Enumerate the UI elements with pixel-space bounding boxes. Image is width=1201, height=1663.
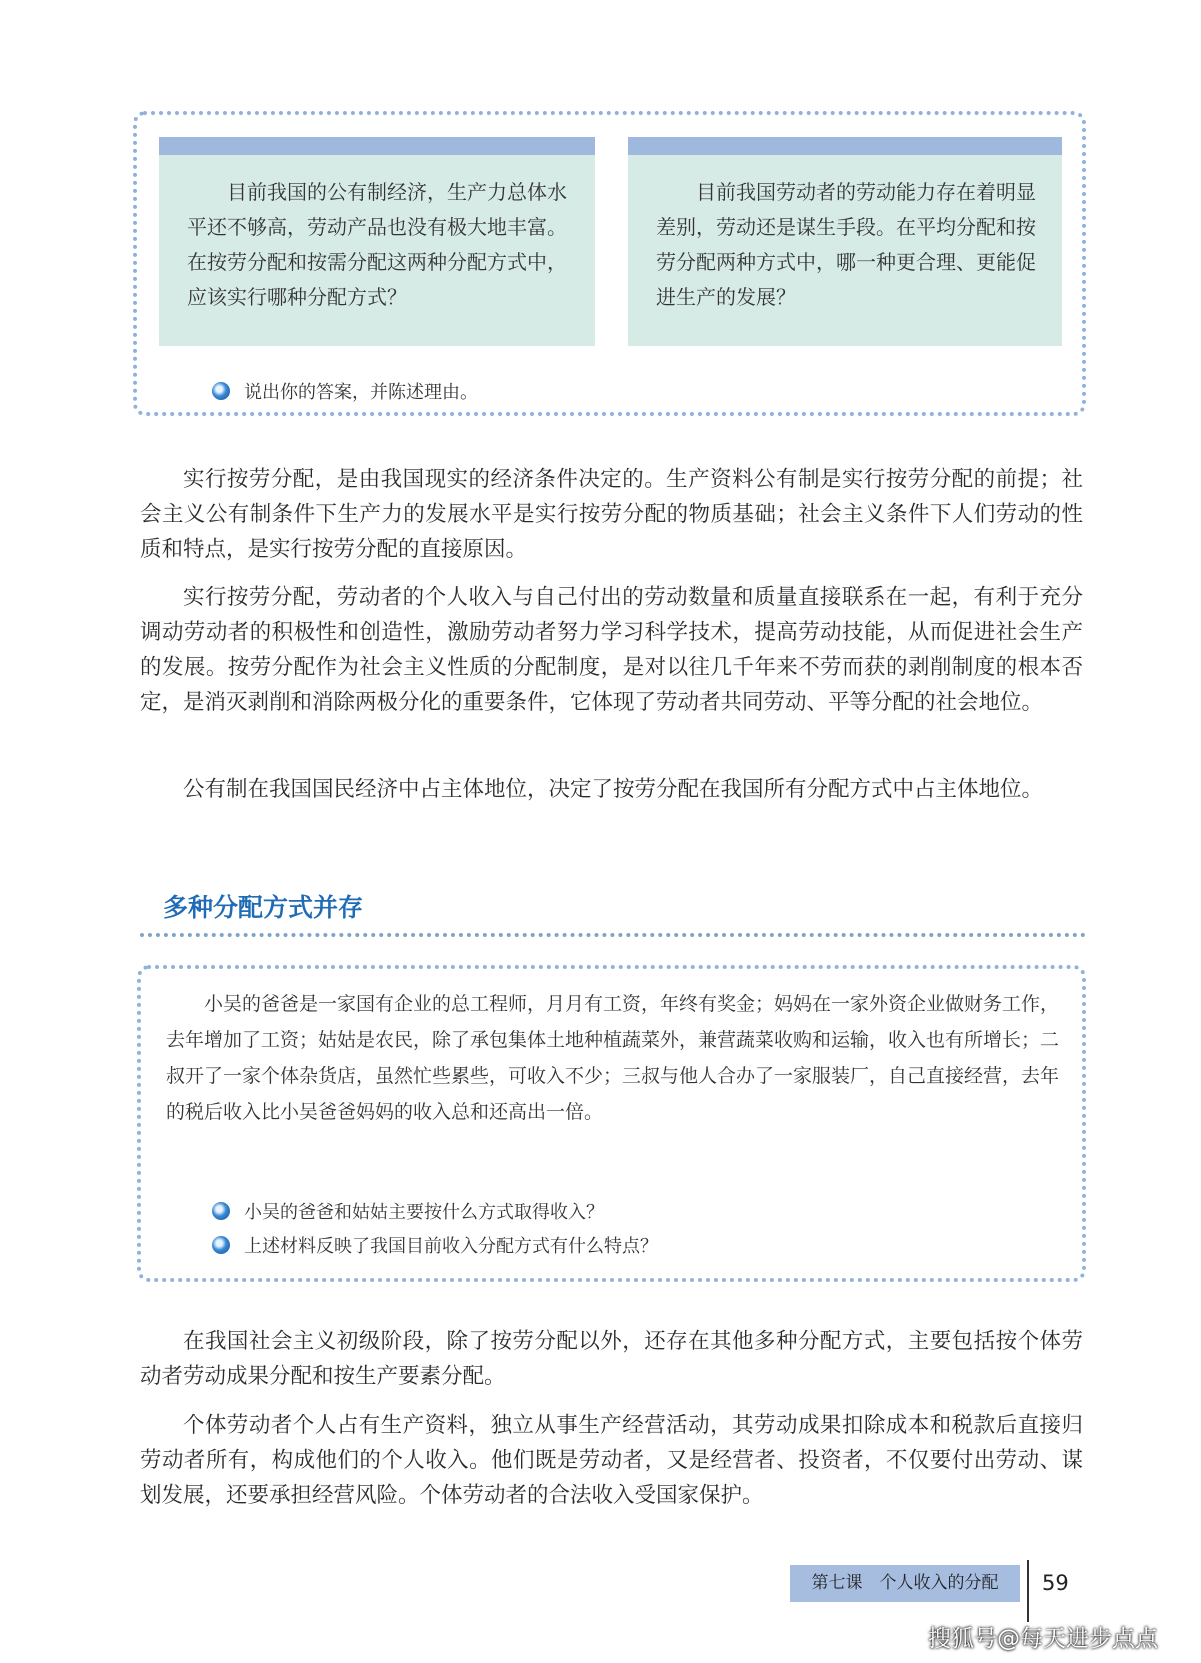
card-header-bar [628, 137, 1062, 155]
body-paragraph: 实行按劳分配，是由我国现实的经济条件决定的。生产资料公有制是实行按劳分配的前提；社会主义公有制条件下生产力的发展水平是实行按劳分配的物质基础；社会主义条件下人们劳动的性质和特点，是实行按劳分配的直接原因。 [140, 467, 1083, 562]
section-divider [140, 933, 1086, 937]
body-paragraph: 在我国社会主义初级阶段，除了按劳分配以外，还存在其他多种分配方式，主要包括按个体劳动者劳动成果分配和按生产要素分配。 [140, 1329, 1083, 1389]
card-header-bar [159, 137, 595, 155]
body-paragraph: 实行按劳分配，劳动者的个人收入与自己付出的劳动数量和质量直接联系在一起，有利于充分调动劳动者的积极性和创造性，激励劳动者努力学习科学技术，提高劳动技能，从而促进社会生产的发展。按劳分配作为社会主义性质的分配制度，是对以往几千年来不劳而获的剥削制度的根本否定，是消灭剥削和消除两极分化的重要条件，它体现了劳动者共同劳动、平等分配的社会地位。 [140, 585, 1083, 715]
section-heading: 多种分配方式并存 [163, 893, 364, 922]
bullet-icon [212, 1202, 230, 1220]
lesson-footer-label: 第七课 个人收入的分配 [790, 1565, 1020, 1602]
discussion-card-right [628, 137, 1062, 346]
discussion-card-left [159, 137, 595, 346]
bullet-icon [212, 1236, 230, 1254]
case-question-1 [212, 1198, 604, 1224]
case-study-text: 小吴的爸爸是一家国有企业的总工程师，月月有工资，年终有奖金；妈妈在一家外资企业做财务工作，去年增加了工资；姑姑是农民，除了承包集体土地种植蔬菜外，兼营蔬菜收购和运输，收入也有所增长；二叔开了一家个体杂货店，虽然忙些累些，可收入不少；三叔与他人合办了一家服装厂，自己直接经营，去年的税后收入比小吴爸爸妈妈的收入总和还高出一倍。 [166, 993, 1060, 1123]
page-number: 59 [1042, 1571, 1069, 1595]
body-paragraph: 公有制在我国国民经济中占主体地位，决定了按劳分配在我国所有分配方式中占主体地位。 [183, 777, 1044, 802]
footer-divider [1027, 1560, 1029, 1622]
case-question-2 [212, 1232, 658, 1258]
body-paragraph: 个体劳动者个人占有生产资料，独立从事生产经营活动，其劳动成果扣除成本和税款后直接归劳动者所有，构成他们的个人收入。他们既是劳动者，又是经营者、投资者，不仅要付出劳动、谋划发展，还要承担经营风险。个体劳动者的合法收入受国家保护。 [140, 1413, 1083, 1508]
card-text-left: 目前我国的公有制经济，生产力总体水平还不够高，劳动产品也没有极大地丰富。在按劳分配和按需分配这两种分配方式中，应该实行哪种分配方式？ [187, 180, 567, 309]
discussion-prompt-text: 说出你的答案，并陈述理由。 [244, 382, 478, 403]
discussion-prompt [212, 378, 478, 404]
watermark-text: 搜狐号@每天进步点点 [928, 1626, 1158, 1652]
card-text-right: 目前我国劳动者的劳动能力存在着明显差别，劳动还是谋生手段。在平均分配和按劳分配两种方式中，哪一种更合理、更能促进生产的发展？ [656, 180, 1036, 309]
case-question-text: 小吴的爸爸和姑姑主要按什么方式取得收入？ [244, 1202, 604, 1223]
case-question-text: 上述材料反映了我国目前收入分配方式有什么特点？ [244, 1236, 658, 1257]
bullet-icon [212, 382, 230, 400]
